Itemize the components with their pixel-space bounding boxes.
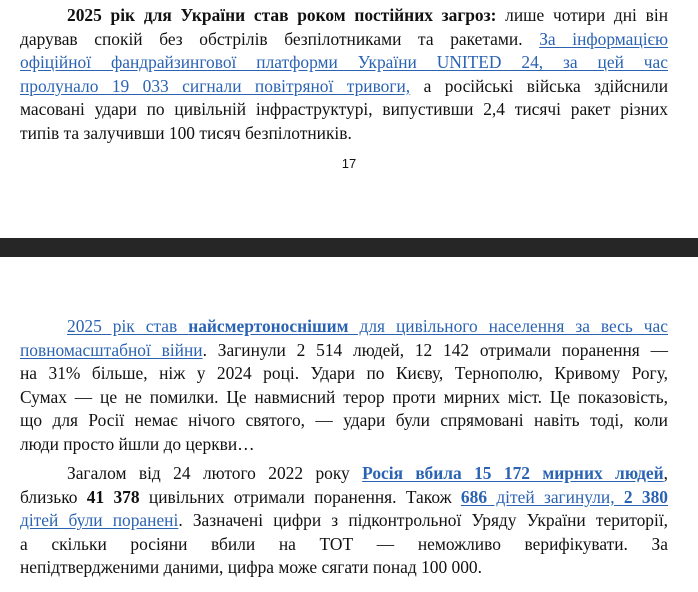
document-page-bottom [0, 257, 698, 592]
line [20, 339, 668, 363]
text: Сумах — це не помилки. Це навмисний терор проти мирних міст. Це показовість, [20, 386, 668, 407]
children-killed-link[interactable] [461, 487, 624, 507]
link-text: 2025 рік став [67, 316, 189, 336]
line [20, 28, 668, 52]
line [20, 409, 668, 433]
children-injured-link-cont[interactable]: дітей були поранені [20, 510, 179, 531]
line [20, 433, 668, 457]
link-bold-text: 686 [460, 486, 488, 507]
link-bold-text: найсмертоноснішим [188, 316, 349, 336]
text: дарував спокій без обстрілів безпілотниками та ракетами. [20, 28, 540, 49]
text: Загалом від 24 лютого 2022 року [67, 463, 363, 483]
paragraph-deadliest-year [20, 315, 668, 457]
line [20, 51, 668, 75]
civilians-killed-link[interactable] [362, 463, 664, 483]
line [20, 122, 668, 146]
line [20, 556, 668, 580]
united24-link-cont[interactable]: офіційної фандрайзингової платформи України UNITED 24, за цей час [20, 52, 668, 73]
line [20, 533, 668, 557]
air-raid-alerts-link[interactable]: пролунало 19 033 сигнали повітряної тривоги, [20, 75, 411, 96]
text: цивільних отримали поранення. Також [139, 486, 461, 507]
page-divider [0, 238, 698, 257]
text: а скільки росіяни вбили на ТОТ — неможливо верифікувати. За [20, 533, 668, 554]
text: що для Росії немає нічого святого, — удари були спрямовані навіть тоді, коли [20, 410, 668, 431]
text: . Зазначені цифри з підконтрольної Уряду України території, [178, 510, 668, 531]
line [20, 386, 668, 410]
line [20, 4, 668, 28]
link-text: для цивільного населення за весь час [348, 316, 668, 336]
line [20, 486, 668, 510]
line [20, 462, 668, 486]
document-page-top [0, 0, 698, 238]
paragraph-casualties [20, 462, 668, 580]
text: близько [20, 486, 87, 507]
paragraph-threats [20, 4, 668, 146]
text: непідтвердженими даними, цифра може сягати понад 100 000. [20, 557, 482, 578]
link-bold-text: 2 380 [623, 486, 668, 507]
line [20, 315, 668, 339]
text: лише чотири дні він [496, 5, 668, 25]
line [20, 75, 668, 99]
text: на 31% більше, ніж у 2024 році. Удари по Києву, Тернополю, Кривому Рогу, [20, 363, 668, 384]
text: . Загинули 2 514 людей, 12 142 отримали поранення — [202, 339, 669, 360]
children-injured-link[interactable] [624, 487, 668, 507]
text: , [663, 463, 669, 483]
line [20, 362, 668, 386]
united24-link[interactable]: За інформацією [539, 28, 668, 49]
deadliest-year-link-cont[interactable]: повномасштабної війни [20, 339, 203, 360]
deadliest-year-link[interactable] [67, 316, 668, 336]
link-text: дітей загинули, [487, 486, 624, 507]
text: а російські війська здійснили [410, 75, 668, 96]
text: люди просто йшли до церкви… [20, 433, 255, 454]
line [20, 98, 668, 122]
text: типів та залучивши 100 тисяч безпілотників. [20, 122, 352, 143]
line [20, 509, 668, 533]
bold-intro: 2025 рік для України став роком постійних загроз: [67, 5, 497, 25]
text: масовані удари по цивільній інфраструктурі, випустивши 2,4 тисячі ракет різних [20, 99, 668, 120]
bold-number: 41 378 [86, 486, 140, 507]
link-bold-text: Росія вбила 15 172 мирних людей [362, 463, 664, 483]
page-number: 17 [341, 156, 357, 171]
